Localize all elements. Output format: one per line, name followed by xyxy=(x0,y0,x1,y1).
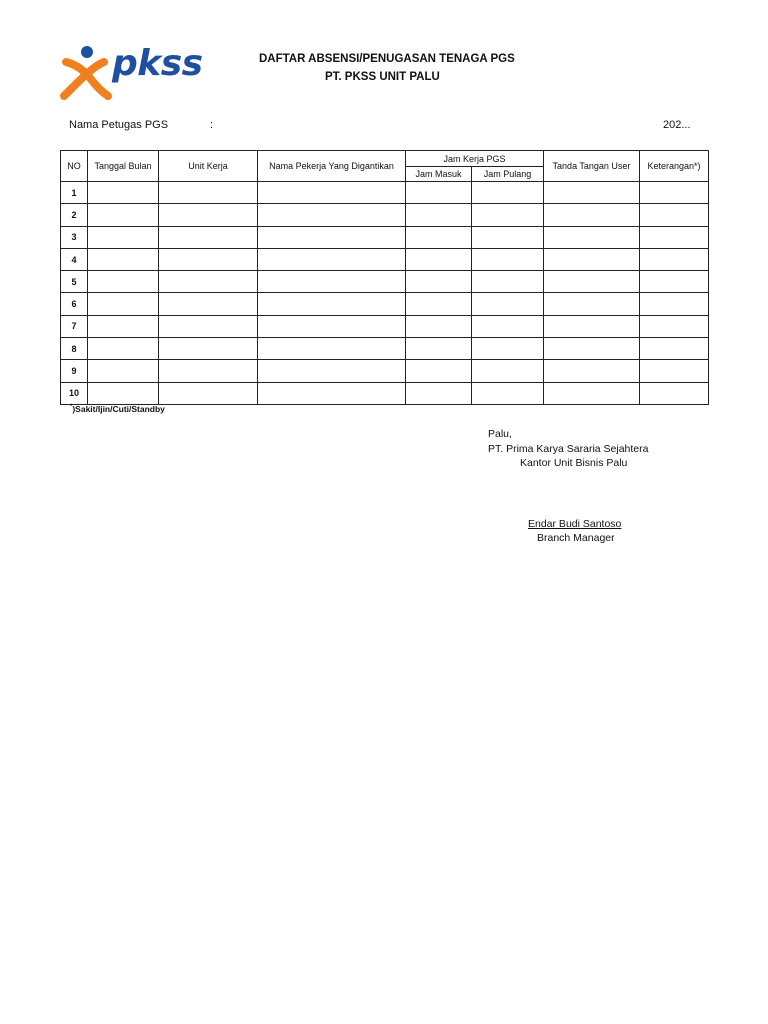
table-cell xyxy=(640,293,709,315)
table-cell xyxy=(472,248,544,270)
table-cell xyxy=(472,226,544,248)
table-cell xyxy=(640,338,709,360)
table-cell xyxy=(544,360,640,382)
table-cell xyxy=(258,271,406,293)
table-cell xyxy=(258,293,406,315)
nama-petugas-label: Nama Petugas PGS xyxy=(69,119,169,131)
row-number: 8 xyxy=(61,338,88,360)
header-nama-pekerja: Nama Pekerja Yang Digantikan xyxy=(258,151,406,182)
row-number: 4 xyxy=(61,248,88,270)
year-field: 202... xyxy=(663,119,691,131)
table-row xyxy=(61,182,709,204)
table-cell xyxy=(258,182,406,204)
signature-unit: Kantor Unit Bisnis Palu xyxy=(520,457,628,469)
table-cell xyxy=(159,204,258,226)
table-cell xyxy=(472,271,544,293)
nama-petugas-colon: : xyxy=(210,119,214,131)
table-cell xyxy=(406,226,472,248)
table-cell xyxy=(544,248,640,270)
document-title: DAFTAR ABSENSI/PENUGASAN TENAGA PGS xyxy=(259,53,515,65)
row-number: 5 xyxy=(61,271,88,293)
signature-place: Palu, xyxy=(488,428,512,440)
table-cell xyxy=(544,382,640,404)
table-cell xyxy=(640,248,709,270)
table-cell xyxy=(640,226,709,248)
table-cell xyxy=(159,293,258,315)
table-row xyxy=(61,226,709,248)
table-cell xyxy=(88,271,159,293)
table-cell xyxy=(159,338,258,360)
table-row xyxy=(61,338,709,360)
table-row xyxy=(61,293,709,315)
header-tanggal-bulan: Tanggal Bulan xyxy=(88,151,159,182)
table-cell xyxy=(640,271,709,293)
signatory-name: Endar Budi Santoso xyxy=(528,518,622,530)
table-cell xyxy=(472,293,544,315)
table-cell xyxy=(159,182,258,204)
table-cell xyxy=(406,315,472,337)
header-no: NO xyxy=(61,151,88,182)
header-keterangan: Keterangan*) xyxy=(640,151,709,182)
table-cell xyxy=(544,338,640,360)
row-number: 10 xyxy=(61,382,88,404)
row-number: 7 xyxy=(61,315,88,337)
table-cell xyxy=(640,182,709,204)
table-cell xyxy=(544,182,640,204)
row-number: 9 xyxy=(61,360,88,382)
table-row xyxy=(61,204,709,226)
table-cell xyxy=(159,226,258,248)
pkss-logo xyxy=(60,44,205,100)
table-cell xyxy=(406,360,472,382)
signatory-role: Branch Manager xyxy=(537,532,615,544)
table-cell xyxy=(88,248,159,270)
table-cell xyxy=(159,382,258,404)
table-cell xyxy=(640,315,709,337)
attendance-table xyxy=(60,150,709,405)
table-cell xyxy=(544,271,640,293)
table-cell xyxy=(88,182,159,204)
footnote-text: )Sakit/Ijin/Cuti/Standby xyxy=(72,404,165,414)
table-cell xyxy=(544,226,640,248)
table-cell xyxy=(258,382,406,404)
footnote-marker: * xyxy=(70,404,73,411)
table-cell xyxy=(88,360,159,382)
table-cell xyxy=(258,338,406,360)
row-number: 6 xyxy=(61,293,88,315)
table-cell xyxy=(159,271,258,293)
attendance-table-body xyxy=(61,182,709,405)
table-row xyxy=(61,382,709,404)
table-cell xyxy=(88,382,159,404)
table-cell xyxy=(640,382,709,404)
header-jam-masuk: Jam Masuk xyxy=(406,167,472,182)
table-cell xyxy=(258,315,406,337)
table-cell xyxy=(258,248,406,270)
table-cell xyxy=(406,204,472,226)
table-cell xyxy=(544,315,640,337)
row-number: 3 xyxy=(61,226,88,248)
table-cell xyxy=(472,360,544,382)
table-cell xyxy=(88,204,159,226)
document-subtitle: PT. PKSS UNIT PALU xyxy=(325,71,440,83)
table-cell xyxy=(88,315,159,337)
table-row xyxy=(61,360,709,382)
footnote xyxy=(70,404,165,414)
header-tanda-tangan-user: Tanda Tangan User xyxy=(544,151,640,182)
table-cell xyxy=(88,338,159,360)
row-number: 1 xyxy=(61,182,88,204)
table-cell xyxy=(88,293,159,315)
table-cell xyxy=(258,204,406,226)
table-cell xyxy=(406,271,472,293)
header-unit-kerja: Unit Kerja xyxy=(159,151,258,182)
table-cell xyxy=(258,360,406,382)
table-cell xyxy=(472,382,544,404)
table-row xyxy=(61,248,709,270)
table-cell xyxy=(406,182,472,204)
table-cell xyxy=(472,204,544,226)
table-row xyxy=(61,315,709,337)
row-number: 2 xyxy=(61,204,88,226)
table-cell xyxy=(88,226,159,248)
table-cell xyxy=(159,315,258,337)
table-cell xyxy=(472,182,544,204)
table-cell xyxy=(406,338,472,360)
header-jam-pulang: Jam Pulang xyxy=(472,167,544,182)
header-jam-kerja-pgs: Jam Kerja PGS xyxy=(406,151,544,167)
table-cell xyxy=(406,293,472,315)
pkss-figure-icon xyxy=(60,44,112,100)
logo-text: pkss xyxy=(112,43,203,84)
table-cell xyxy=(544,204,640,226)
table-row xyxy=(61,271,709,293)
table-cell xyxy=(472,315,544,337)
table-cell xyxy=(258,226,406,248)
table-cell xyxy=(406,248,472,270)
table-cell xyxy=(159,248,258,270)
table-cell xyxy=(640,204,709,226)
table-cell xyxy=(544,293,640,315)
table-cell xyxy=(159,360,258,382)
table-cell xyxy=(472,338,544,360)
table-cell xyxy=(640,360,709,382)
signature-company: PT. Prima Karya Sararia Sejahtera xyxy=(488,443,649,455)
table-cell xyxy=(406,382,472,404)
